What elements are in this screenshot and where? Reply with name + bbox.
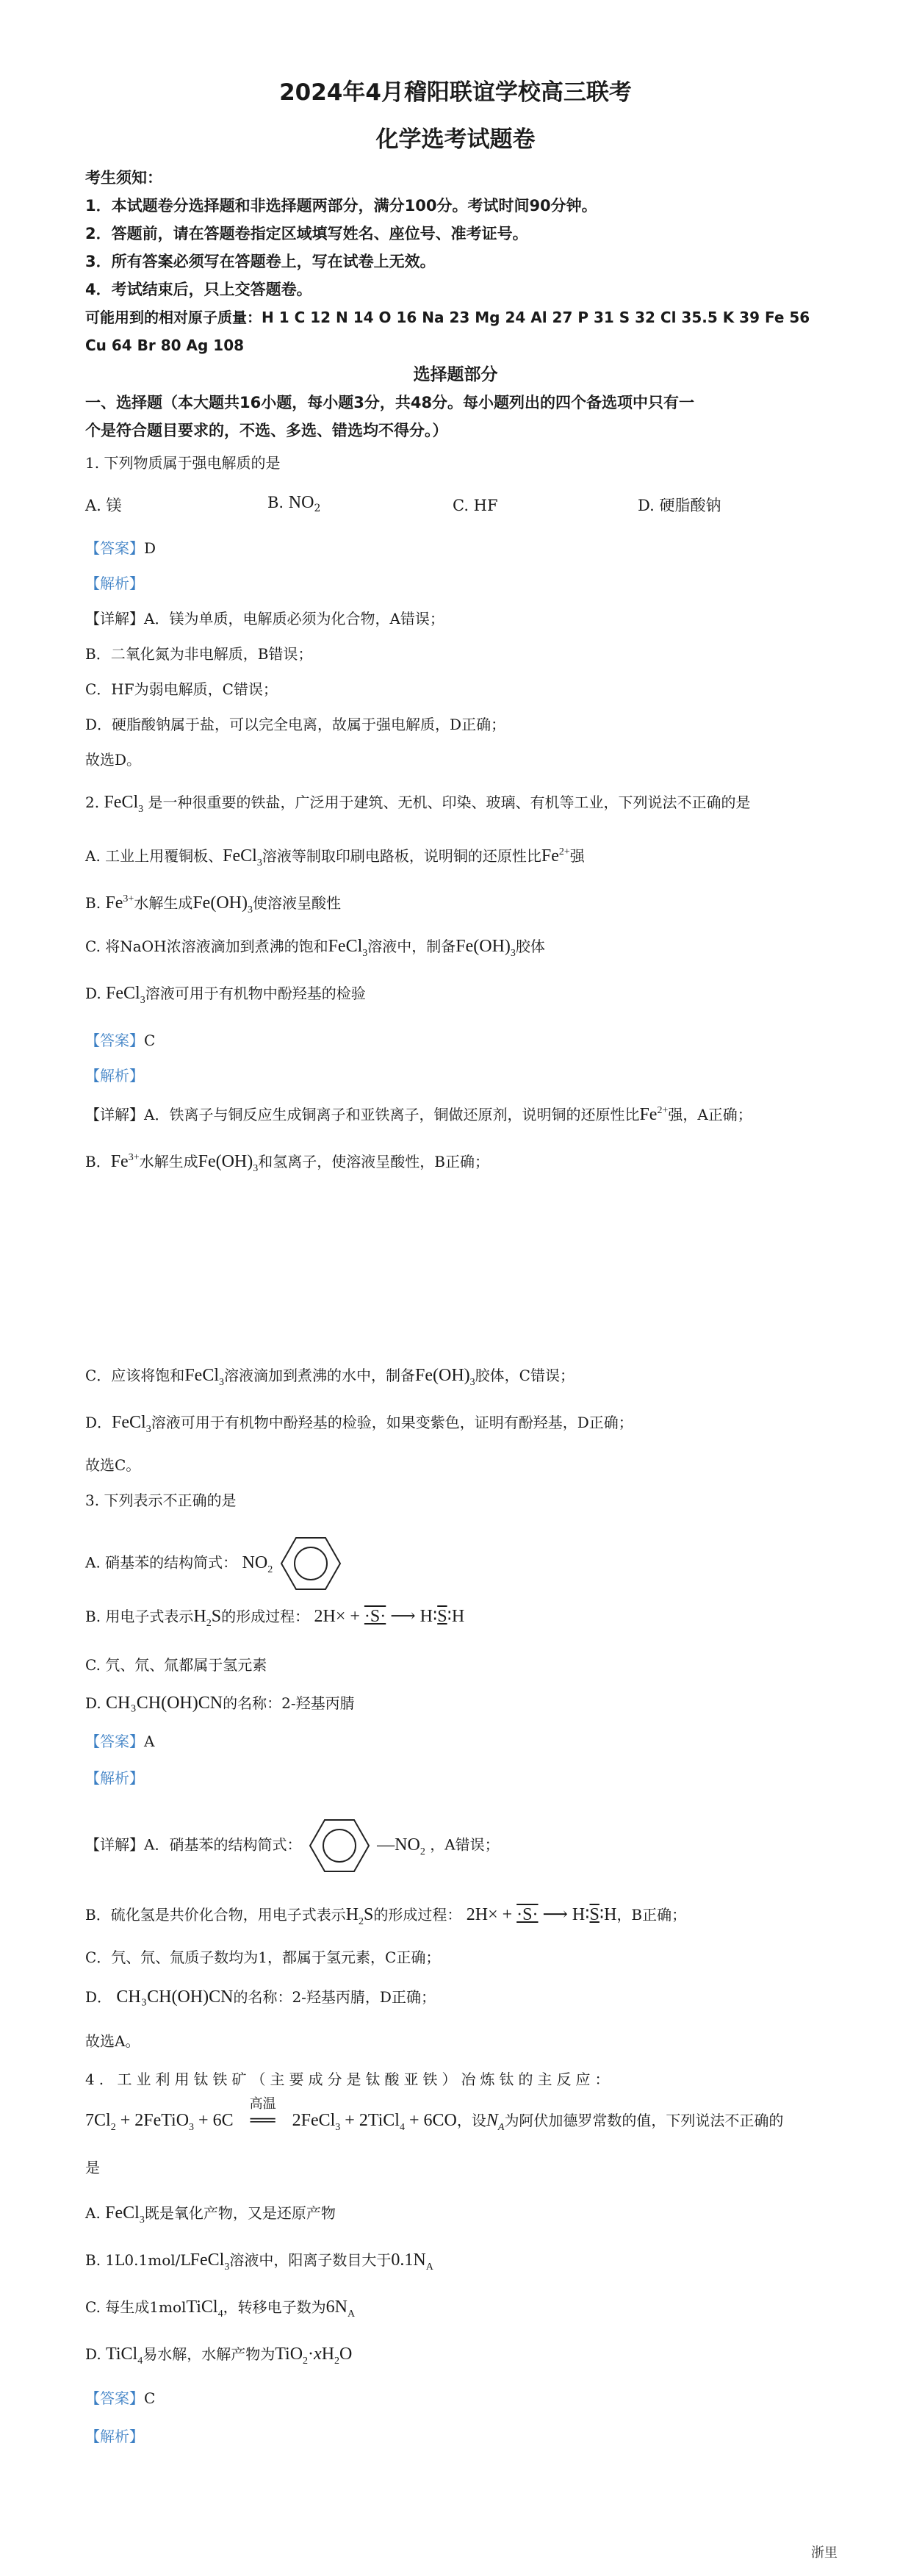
q2-stem bbox=[85, 791, 830, 821]
q3-option-c: C. 氕、氘、氚都属于氢元素 bbox=[85, 1656, 267, 1674]
fecl3-formula: FeCl$_3$ bbox=[328, 937, 368, 959]
q3-conclusion: 故选A。 bbox=[85, 2032, 140, 2050]
q1-detail-2: B．二氧化氮为非电解质，B错误； bbox=[85, 645, 313, 663]
q4-option-a-label: A. bbox=[85, 2204, 101, 2222]
q2-option-c-text-1: C. 将NaOH浓溶液滴加到煮沸的饱和 bbox=[85, 938, 328, 955]
fecl3-formula: FeCl$_3$ bbox=[104, 793, 144, 815]
answer-label: 【答案】 bbox=[85, 1733, 144, 1750]
na-symbol: $N_A$ bbox=[486, 2111, 505, 2133]
detail-label: 【详解】 bbox=[85, 610, 144, 627]
feoh3-formula: $Fe(OH)_3$ bbox=[415, 1366, 475, 1388]
notice-item-1: 1．本试题卷分选择题和非选择题两部分，满分100分。考试时间90分钟。 bbox=[85, 197, 597, 215]
q4-option-c-text-2: ，转移电子数为 bbox=[223, 2298, 326, 2316]
q2-option-a bbox=[85, 841, 830, 875]
nitro-group: $—NO_2$ bbox=[377, 1835, 425, 1857]
q4-option-d bbox=[85, 2342, 830, 2373]
nitro-group-text: NO bbox=[395, 1835, 420, 1854]
q3-detail-b-text-1: B．硫化氢是共价化合物，用电子式表示 bbox=[85, 1906, 346, 1924]
q2-detail-b-text: 水解生成 bbox=[139, 1153, 198, 1170]
fe3plus-formula: $Fe^{3+}$ bbox=[110, 1152, 140, 1171]
detail-label: 【详解】 bbox=[85, 1106, 144, 1123]
q2-option-a-text-1: A. 工业上用覆铜板、 bbox=[85, 847, 223, 865]
fecl3-formula: FeCl$_3$ bbox=[190, 2251, 230, 2273]
q2-option-b-label: B. bbox=[85, 894, 101, 912]
q2-detail-c-text-2: 溶液滴加到煮沸的水中，制备 bbox=[224, 1367, 415, 1384]
exam-subtitle: 化学选考试题卷 bbox=[375, 126, 536, 153]
notice-item-2: 2．答题前，请在答题卷指定区域填写姓名、座位号、准考证号。 bbox=[85, 225, 528, 242]
q1-option-b bbox=[267, 491, 320, 520]
q4-stem-2-tail: 为阿伏加德罗常数的值，下列说法不正确的 bbox=[504, 2112, 784, 2129]
q2-option-b-tail: 使溶液呈酸性 bbox=[252, 894, 341, 912]
q1-detail-4: D．硬脂酸钠属于盐，可以完全电离，故属于强电解质，D正确； bbox=[85, 716, 506, 733]
q4-option-b-text-2: 溶液中，阳离子数目大于 bbox=[229, 2251, 392, 2269]
q1-answer-value: D bbox=[144, 539, 156, 557]
q3-detail-a-text: A．硝基苯的结构简式： bbox=[144, 1835, 302, 1854]
q4-answer bbox=[85, 2386, 830, 2410]
q3-detail-a bbox=[85, 1816, 830, 1875]
q2-option-c-text-3: 胶体 bbox=[515, 938, 545, 955]
q2-option-d-text: 溶液可用于有机物中酚羟基的检验 bbox=[145, 985, 366, 1002]
q3-option-d-text: 的名称：2-羟基丙腈 bbox=[223, 1694, 355, 1712]
q2-option-c bbox=[85, 935, 830, 965]
q2-detail-d-label: D． bbox=[85, 1414, 112, 1431]
q3-option-b bbox=[85, 1605, 830, 1636]
q2-option-a-text-3: 强 bbox=[569, 847, 585, 865]
atomic-mass-line-1: 可能用到的相对原子质量：H 1 C 12 N 14 O 16 Na 23 Mg 24 Al 27 P 31 S 32 Cl 35.5 K 39 Fe 56 bbox=[85, 309, 810, 326]
q3-detail-d-formula: CH₃CH(OH)CN bbox=[116, 1987, 234, 2007]
feoh3-formula: $Fe(OH)_3$ bbox=[192, 893, 253, 915]
q3-detail-d-label: D． bbox=[85, 1988, 112, 2006]
q3-option-d-formula: CH₃CH(OH)CN bbox=[106, 1694, 223, 1713]
fecl3-formula: FeCl$_3$ bbox=[105, 2203, 145, 2226]
q3-detail-d bbox=[85, 1985, 830, 2009]
fecl3-formula: FeCl$_3$ bbox=[184, 1366, 224, 1388]
q2-option-c-text-2: 溶液中，制备 bbox=[367, 938, 456, 955]
q4-option-a-text: 既是氧化产物，又是还原产物 bbox=[144, 2204, 336, 2222]
exam-title: 2024年4月稽阳联谊学校高三联考 bbox=[279, 79, 632, 106]
q3-option-b-text-1: B. 用电子式表示 bbox=[85, 1608, 194, 1625]
q3-detail-c: C．氕、氘、氚质子数均为1，都属于氢元素，C正确； bbox=[85, 1949, 441, 1966]
q3-option-a bbox=[85, 1534, 830, 1593]
notice-heading: 考生须知： bbox=[85, 169, 162, 187]
detail-label: 【详解】 bbox=[85, 1835, 144, 1854]
q3-detail-a-tail: ，A错误； bbox=[430, 1835, 500, 1854]
q4-answer-value: C bbox=[144, 2389, 156, 2407]
q3-option-b-text-2: 的形成过程： bbox=[221, 1608, 310, 1625]
q2-detail-a bbox=[85, 1099, 830, 1126]
q2-answer bbox=[85, 1029, 830, 1052]
fe2plus-formula: $Fe^{2+}$ bbox=[639, 1105, 669, 1124]
q4-option-b-text-1: B. 1L0.1mol/L bbox=[85, 2251, 190, 2269]
q3-detail-b-text-2: 的形成过程： bbox=[373, 1906, 462, 1924]
ticl4-formula: TiCl$_4$ bbox=[186, 2298, 223, 2320]
ticl4-formula: TiCl$_4$ bbox=[106, 2345, 143, 2367]
h2s-formula: $H_2S$ bbox=[345, 1905, 374, 1927]
q2-stem-text: 是一种很重要的铁盐，广泛用于建筑、无机、印染、玻璃、有机等工业，下列说法不正确的是 bbox=[148, 794, 751, 811]
q4-option-c-value: $6N_A$ bbox=[325, 2298, 356, 2320]
q3-option-d-label: D. bbox=[85, 1694, 101, 1712]
benzene-ring-icon bbox=[306, 1816, 372, 1875]
q3-answer-value: A bbox=[144, 1733, 155, 1750]
q1-detail-3: C．HF为弱电解质，C错误； bbox=[85, 680, 278, 698]
footer-watermark: 浙里 bbox=[811, 2545, 838, 2561]
q2-detail-c-text-3: 胶体，C错误； bbox=[475, 1367, 575, 1384]
benzene-ring-icon bbox=[278, 1534, 344, 1593]
electron-dot-formation: 2H× + ·S· ⟶ H∶S∶H bbox=[466, 1905, 617, 1924]
q2-option-d bbox=[85, 982, 830, 1012]
nitro-group-text: NO bbox=[242, 1553, 268, 1572]
q1-option-b-formula: NO bbox=[288, 493, 314, 512]
q4-stem-2 bbox=[85, 2096, 830, 2140]
q3-option-d bbox=[85, 1691, 830, 1715]
q2-detail-d bbox=[85, 1411, 830, 1442]
q4-stem-3: 是 bbox=[85, 2159, 100, 2176]
q1-option-c: C. HF bbox=[453, 497, 498, 514]
notice-item-4: 4．考试结束后，只上交答题卷。 bbox=[85, 281, 312, 298]
q3-detail-d-text: 的名称：2-羟基丙腈，D正确； bbox=[233, 1988, 436, 2006]
q2-detail-c-text-1: C．应该将饱和 bbox=[85, 1367, 185, 1384]
q2-option-b-text: 水解生成 bbox=[134, 894, 193, 912]
q2-detail-b-label: B． bbox=[85, 1153, 111, 1170]
q3-option-a-text: A. 硝基苯的结构简式： bbox=[85, 1553, 238, 1572]
q1-option-d: D. 硬脂酸钠 bbox=[638, 497, 721, 514]
q1-stem: 1. 下列物质属于强电解质的是 bbox=[85, 454, 281, 472]
answer-label: 【答案】 bbox=[85, 2389, 144, 2407]
q4-stem-1: 4. 工业利用钛铁矿（主要成分是钛酸亚铁）冶炼钛的主反应： bbox=[85, 2070, 614, 2088]
q2-detail-b bbox=[85, 1146, 830, 1181]
q4-option-c bbox=[85, 2295, 830, 2326]
q2-analysis-label: 【解析】 bbox=[85, 1067, 144, 1084]
fe2plus-formula: $Fe^{2+}$ bbox=[541, 846, 570, 866]
q3-stem: 3. 下列表示不正确的是 bbox=[85, 1492, 237, 1509]
answer-label: 【答案】 bbox=[85, 1032, 144, 1049]
feoh3-formula: $Fe(OH)_3$ bbox=[455, 937, 516, 959]
section-intro-1: 一、选择题（本大题共16小题，每小题3分，共48分。每小题列出的四个备选项中只有一 bbox=[85, 394, 695, 411]
q2-stem-number: 2. bbox=[85, 794, 100, 811]
q2-conclusion: 故选C。 bbox=[85, 1456, 141, 1474]
q2-answer-value: C bbox=[144, 1032, 156, 1049]
q1-option-a: A. 镁 bbox=[85, 497, 122, 514]
answer-label: 【答案】 bbox=[85, 539, 144, 557]
electron-dot-formation: 2H× + ·S· ⟶ H∶S∶H bbox=[314, 1607, 465, 1626]
q1-detail-1-text: A．镁为单质，电解质必须为化合物，A错误； bbox=[144, 610, 444, 627]
q4-option-d-text: 易水解，水解产物为 bbox=[143, 2345, 276, 2363]
q2-option-b bbox=[85, 888, 830, 922]
fe3plus-formula: $Fe^{3+}$ bbox=[105, 893, 134, 913]
q2-detail-d-text: 溶液可用于有机物中酚羟基的检验，如果变紫色，证明有酚羟基，D正确； bbox=[151, 1414, 633, 1431]
q2-option-a-text-2: 溶液等制取印刷电路板，说明铜的还原性比 bbox=[262, 847, 541, 865]
q4-option-c-text-1: C. 每生成1mol bbox=[85, 2298, 187, 2316]
q3-detail-b bbox=[85, 1903, 830, 1934]
q2-option-d-label: D. bbox=[85, 985, 101, 1002]
q1-answer bbox=[85, 536, 830, 560]
fecl3-formula: FeCl$_3$ bbox=[106, 984, 145, 1006]
section-intro-2: 个是符合题目要求的，不选、多选、错选均不得分。） bbox=[85, 422, 448, 439]
q2-detail-b-tail: 和氢离子，使溶液呈酸性，B正确； bbox=[258, 1153, 489, 1170]
q3-detail-b-tail: ，B正确； bbox=[616, 1906, 687, 1924]
q1-option-b-label: B. bbox=[267, 494, 284, 511]
q4-analysis-label: 【解析】 bbox=[85, 2428, 144, 2445]
q1-conclusion: 故选D。 bbox=[85, 751, 142, 769]
h2s-formula: $H_2S$ bbox=[193, 1607, 222, 1629]
atomic-mass-line-2: Cu 64 Br 80 Ag 108 bbox=[85, 337, 245, 354]
q4-option-a bbox=[85, 2201, 830, 2232]
q4-option-b-value: $0.1N_A$ bbox=[391, 2251, 433, 2273]
q4-stem-2-text: ，设 bbox=[456, 2112, 486, 2129]
q2-detail-c bbox=[85, 1364, 830, 1395]
q4-option-d-product: $TiO_2\cdot xH_2O$ bbox=[275, 2345, 353, 2367]
q1-option-b-sub: 2 bbox=[314, 503, 321, 515]
q4-option-b bbox=[85, 2248, 830, 2279]
q1-detail-1 bbox=[85, 607, 830, 630]
section-title: 选择题部分 bbox=[413, 365, 498, 384]
q2-detail-a-text: A．铁离子与铜反应生成铜离子和亚铁离子，铜做还原剂，说明铜的还原性比 bbox=[144, 1106, 640, 1123]
fecl3-formula: FeCl$_3$ bbox=[112, 1413, 151, 1435]
q3-analysis-label: 【解析】 bbox=[85, 1769, 144, 1787]
nitro-group: $NO_2$ bbox=[242, 1553, 273, 1575]
q1-analysis-label: 【解析】 bbox=[85, 575, 144, 592]
q4-option-d-label: D. bbox=[85, 2345, 101, 2363]
q2-detail-a-tail: 强，A正确； bbox=[668, 1106, 752, 1123]
q4-condition: 高温 bbox=[249, 2096, 276, 2112]
q4-equation: $7Cl_2$ + 2FeTiO$_3$ + 6C 高温 ══ 2FeCl$_3$ + 2TiCl$_4$ + 6CO bbox=[85, 2111, 457, 2130]
q3-answer bbox=[85, 1730, 830, 1753]
fecl3-formula: FeCl$_3$ bbox=[223, 846, 262, 868]
feoh3-formula: $Fe(OH)_3$ bbox=[198, 1152, 259, 1174]
notice-item-3: 3．所有答案必须写在答题卷上，写在试卷上无效。 bbox=[85, 253, 436, 270]
